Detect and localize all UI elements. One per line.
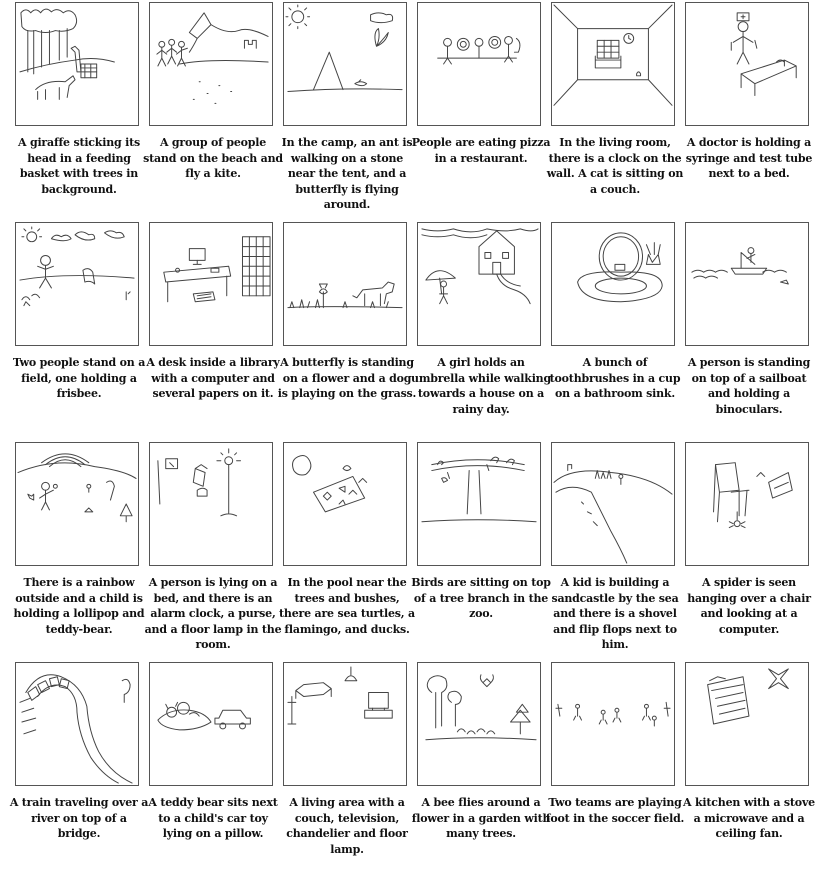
caption: Two people stand on a field, one holding a frisbee. xyxy=(12,356,146,400)
sketch-panel-spider-computer xyxy=(685,442,809,566)
caption: A person is standing on top of a sailboat and holding a binoculars. xyxy=(687,356,811,416)
caption: Two teams are playing foot in the soccer field. xyxy=(545,796,685,825)
caption: A bee flies around a flower in a garden with many trees. xyxy=(411,796,551,840)
caption: There is a rainbow outside and a child is holding a lollipop and teddy-bear. xyxy=(13,576,145,636)
caption: A kitchen with a stove a microwave and a ceiling fan. xyxy=(683,796,815,840)
sketch-panel-pool xyxy=(283,442,407,566)
sketch-panel-living-area xyxy=(283,662,407,786)
caption: A living area with a couch, television, chandelier and floor lamp. xyxy=(286,796,408,856)
caption: A train traveling over a river on top of a bridge. xyxy=(9,796,149,840)
caption: In the camp, an ant is walking on a stone near the tent, and a butterfly is flying around. xyxy=(281,136,413,211)
sketch-panel-beach-kite xyxy=(149,2,273,126)
caption: In the living room, there is a clock on the wall. A cat is sitting on a couch. xyxy=(546,136,684,196)
sketch-panel-soccer xyxy=(551,662,675,786)
caption: A butterfly is standing on a flower and a dog is playing on the grass. xyxy=(277,356,417,400)
caption: People are eating pizza in a restaurant. xyxy=(411,136,551,165)
sketch-panel-field-frisbee xyxy=(15,222,139,346)
sketch-panel-camp xyxy=(283,2,407,126)
sketch-panel-giraffe xyxy=(15,2,139,126)
sketch-panel-sailboat xyxy=(685,222,809,346)
sketch-panel-bee-garden xyxy=(417,662,541,786)
caption: Birds are sitting on top of a tree branch in the zoo. xyxy=(411,576,551,620)
caption: In the pool near the trees and bushes, there are sea turtles, a flamingo, and ducks. xyxy=(279,576,415,636)
caption: A giraffe sticking its head in a feeding basket with trees in background. xyxy=(18,136,140,196)
sketch-panel-toothbrush-sink xyxy=(551,222,675,346)
sketch-panel-kitchen xyxy=(685,662,809,786)
sketch-panel-train-bridge xyxy=(15,662,139,786)
caption: A teddy bear sits next to a child's car toy lying on a pillow. xyxy=(148,796,278,840)
sketch-panel-birds-branch xyxy=(417,442,541,566)
sketch-panel-bedroom xyxy=(149,442,273,566)
sketch-panel-library-desk xyxy=(149,222,273,346)
sketch-panel-sandcastle xyxy=(551,442,675,566)
sketch-panel-rainbow-child xyxy=(15,442,139,566)
sketch-panel-rainy-house xyxy=(417,222,541,346)
caption: A doctor is holding a syringe and test tube next to a bed. xyxy=(685,136,813,180)
caption: A person is lying on a bed, and there is an alarm clock, a purse, and a floor lamp in the room. xyxy=(144,576,282,651)
sketch-panel-butterfly-dog xyxy=(283,222,407,346)
caption: A bunch of toothbrushes in a cup on a bathroom sink. xyxy=(549,356,681,400)
caption: A kid is building a sandcastle by the sea and there is a shovel and flip flops next to him. xyxy=(551,576,679,651)
sketch-panel-doctor xyxy=(685,2,809,126)
caption: A girl holds an umbrella while walking towards a house on a rainy day. xyxy=(411,356,551,416)
sketch-panel-teddy-car xyxy=(149,662,273,786)
sketch-panel-pizza-restaurant xyxy=(417,2,541,126)
caption: A desk inside a library with a computer and several papers on it. xyxy=(146,356,280,400)
sketch-panel-living-room-clock xyxy=(551,2,675,126)
caption: A group of people stand on the beach and fly a kite. xyxy=(143,136,283,180)
caption: A spider is seen hanging over a chair and looking at a computer. xyxy=(687,576,811,636)
